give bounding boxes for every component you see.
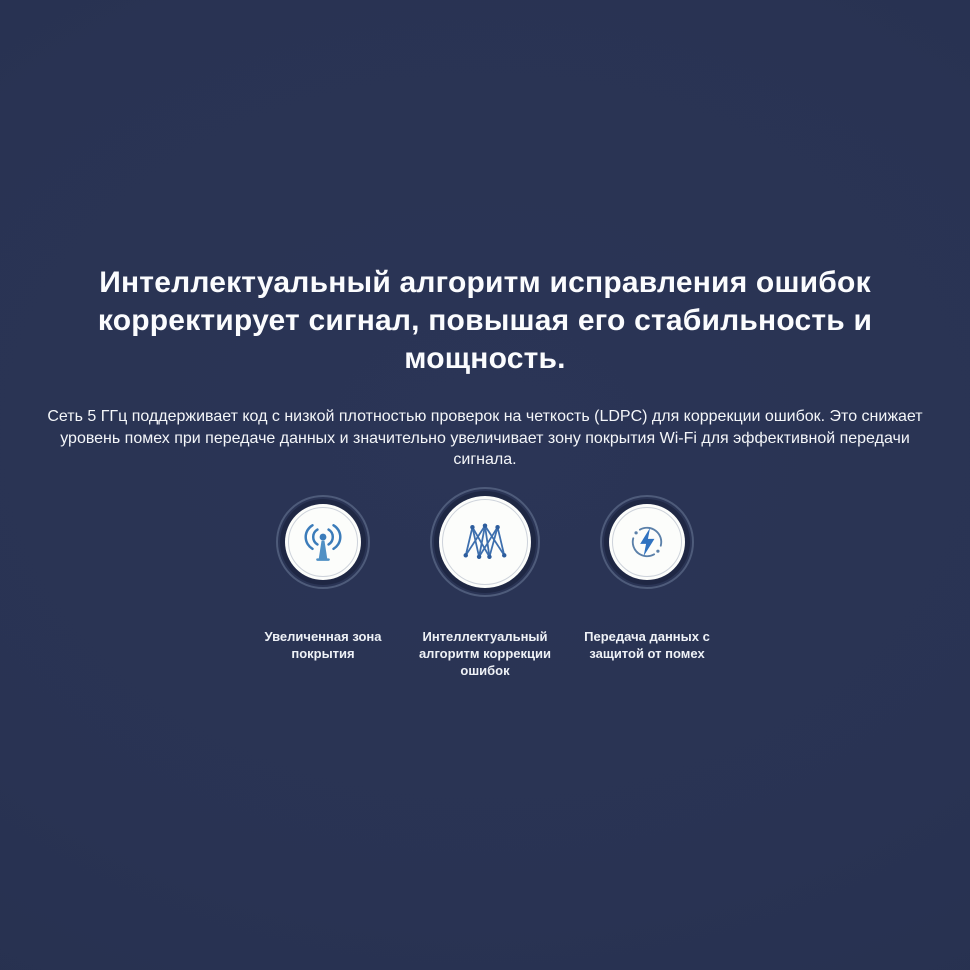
icon-ring: [430, 487, 540, 597]
feature-item-coverage: [242, 486, 404, 662]
feature-label: Интеллектуальный алгоритм коррекции ошибок: [418, 628, 552, 678]
lightning-bolt-icon: [616, 511, 678, 573]
section-description: Сеть 5 ГГц поддерживает код с низкой плотностью проверок на четкость (LDPC) для коррекции ошибок. Это снижает уровень помех при передаче данных и значительно увеличивает зону покрытия Wi-Fi для эффективной передачи сигнала.: [47, 408, 923, 468]
feature-item-algorithm: [404, 486, 566, 679]
mesh-network-icon: [448, 505, 522, 579]
promo-content: [0, 264, 970, 679]
feature-label: Передача данных с защитой от помех: [584, 628, 710, 661]
feature-icon-area: [276, 486, 370, 598]
icon-ring: [276, 495, 370, 589]
feature-list: [0, 486, 970, 679]
feature-item-protection: [566, 486, 728, 662]
broadcast-antenna-icon: [292, 511, 354, 573]
icon-ring: [600, 495, 694, 589]
feature-icon-area: [600, 486, 694, 598]
icon-disc: [609, 504, 685, 580]
icon-disc: [439, 496, 531, 588]
section-heading: Интеллектуальный алгоритм исправления ошибок корректирует сигнал, повышая его стабильность и мощность.: [97, 266, 873, 375]
feature-icon-area: [430, 486, 540, 598]
feature-label: Увеличенная зона покрытия: [264, 628, 382, 661]
icon-disc: [285, 504, 361, 580]
